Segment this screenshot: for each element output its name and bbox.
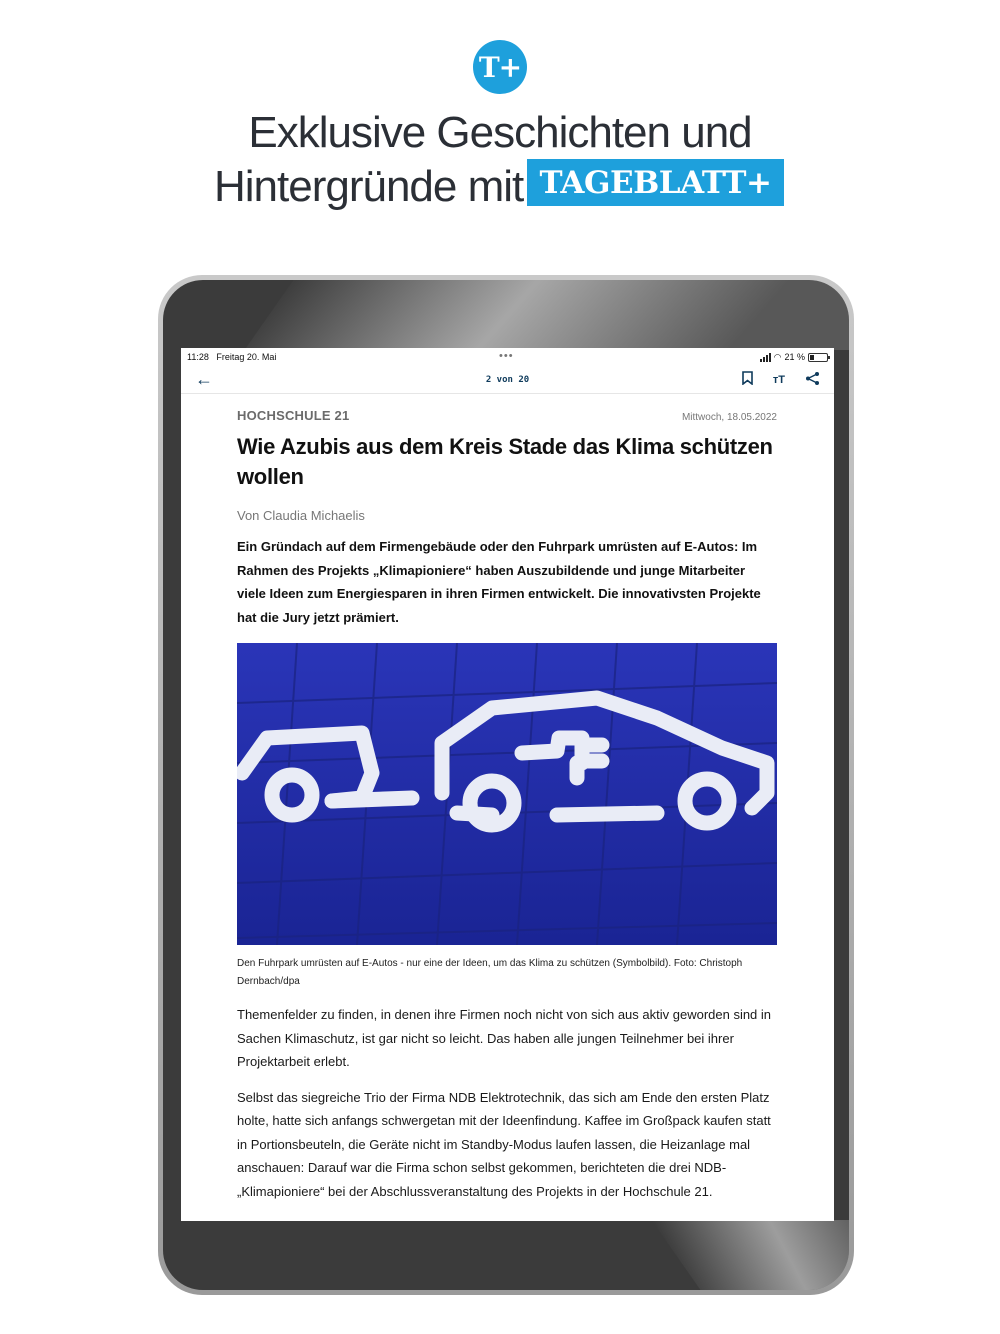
navbar-actions xyxy=(742,371,820,389)
arrow-left-icon[interactable]: ← xyxy=(195,369,213,389)
status-right xyxy=(760,352,828,363)
article-lead: Ein Gründach auf dem Firmengebäude oder den Fuhrpark umrüsten auf E-Autos: Im Rahmen des Projekts „Klimapioniere“ haben Auszubildende und junge Mitarbeiter viele Ideen zum Energiesparen in ihren Firmen entwickelt. Die innovativsten Projekte hat die Jury jetzt prämiert. xyxy=(237,539,761,625)
status-date: Freitag 20. Mai xyxy=(216,352,277,362)
bookmark-icon[interactable] xyxy=(742,371,753,388)
status-time: 11:28 xyxy=(187,352,209,362)
article-date: Mittwoch, 18.05.2022 xyxy=(681,412,777,423)
promo-headline-line1: Exklusive Geschichten und xyxy=(248,108,752,157)
battery-percent: 21 % xyxy=(784,352,805,362)
ev-parking-illustration xyxy=(237,643,777,945)
article-paragraph-1: Themenfelder zu finden, in denen ihre Firmen noch nicht von sich aus aktiv geworden sind in Sachen Klimaschutz, ist gar nicht so leicht. Das haben alle jungen Teilnehmer bei ihrer Projektarbeit erlebt. xyxy=(237,1007,772,1069)
photo-caption: Den Fuhrpark umrüsten auf E-Autos - nur eine der Ideen, um das Klima zu schützen (Symbolbild). Foto: Christoph Dernbach/dpa xyxy=(237,958,743,987)
tageblatt-plus-logo: TAGEBLATT+ xyxy=(527,159,784,206)
wifi-icon: ◠ xyxy=(773,351,782,362)
article-photo[interactable] xyxy=(237,643,777,945)
article-counter: 2 von 20 xyxy=(485,374,530,385)
article-author: Von Claudia Michaelis xyxy=(237,508,365,523)
article-kicker[interactable]: HOCHSCHULE 21 xyxy=(237,408,350,423)
multitasking-dots-icon[interactable]: ••• xyxy=(499,350,514,362)
article-paragraph-2: Selbst das siegreiche Trio der Firma NDB Elektrotechnik, das sich am Ende den ersten Platz holte, hatte sich anfangs schwergetan mit der Ideenfindung. Kaffee im Großpack kaufen statt in Portionsbeuteln, die Geräte nicht im Standby-Modus laufen lassen, die Heizanlage mal anschauen: Darauf war die Firma schon selbst gekommen, berichteten die drei NDB-„Klimapioniere“ bei der Abschlussveranstaltung des Projekts in der Hochschule 21. xyxy=(237,1089,771,1199)
tablet-screen xyxy=(181,348,834,1221)
text-size-icon[interactable]: тT xyxy=(772,373,785,386)
article-headline: Wie Azubis aus dem Kreis Stade das Klima schützen wollen xyxy=(237,434,773,489)
article-content xyxy=(237,408,777,1203)
battery-icon xyxy=(808,353,828,362)
status-bar xyxy=(181,348,834,366)
status-left xyxy=(187,352,281,362)
article-navbar xyxy=(181,366,834,394)
share-icon[interactable] xyxy=(805,371,820,389)
tplus-logo-badge: T+ xyxy=(473,40,527,94)
article-meta-row xyxy=(237,408,777,423)
cellular-signal-icon xyxy=(760,353,771,362)
promo-headline-line2: Hintergründe mit xyxy=(214,162,524,211)
